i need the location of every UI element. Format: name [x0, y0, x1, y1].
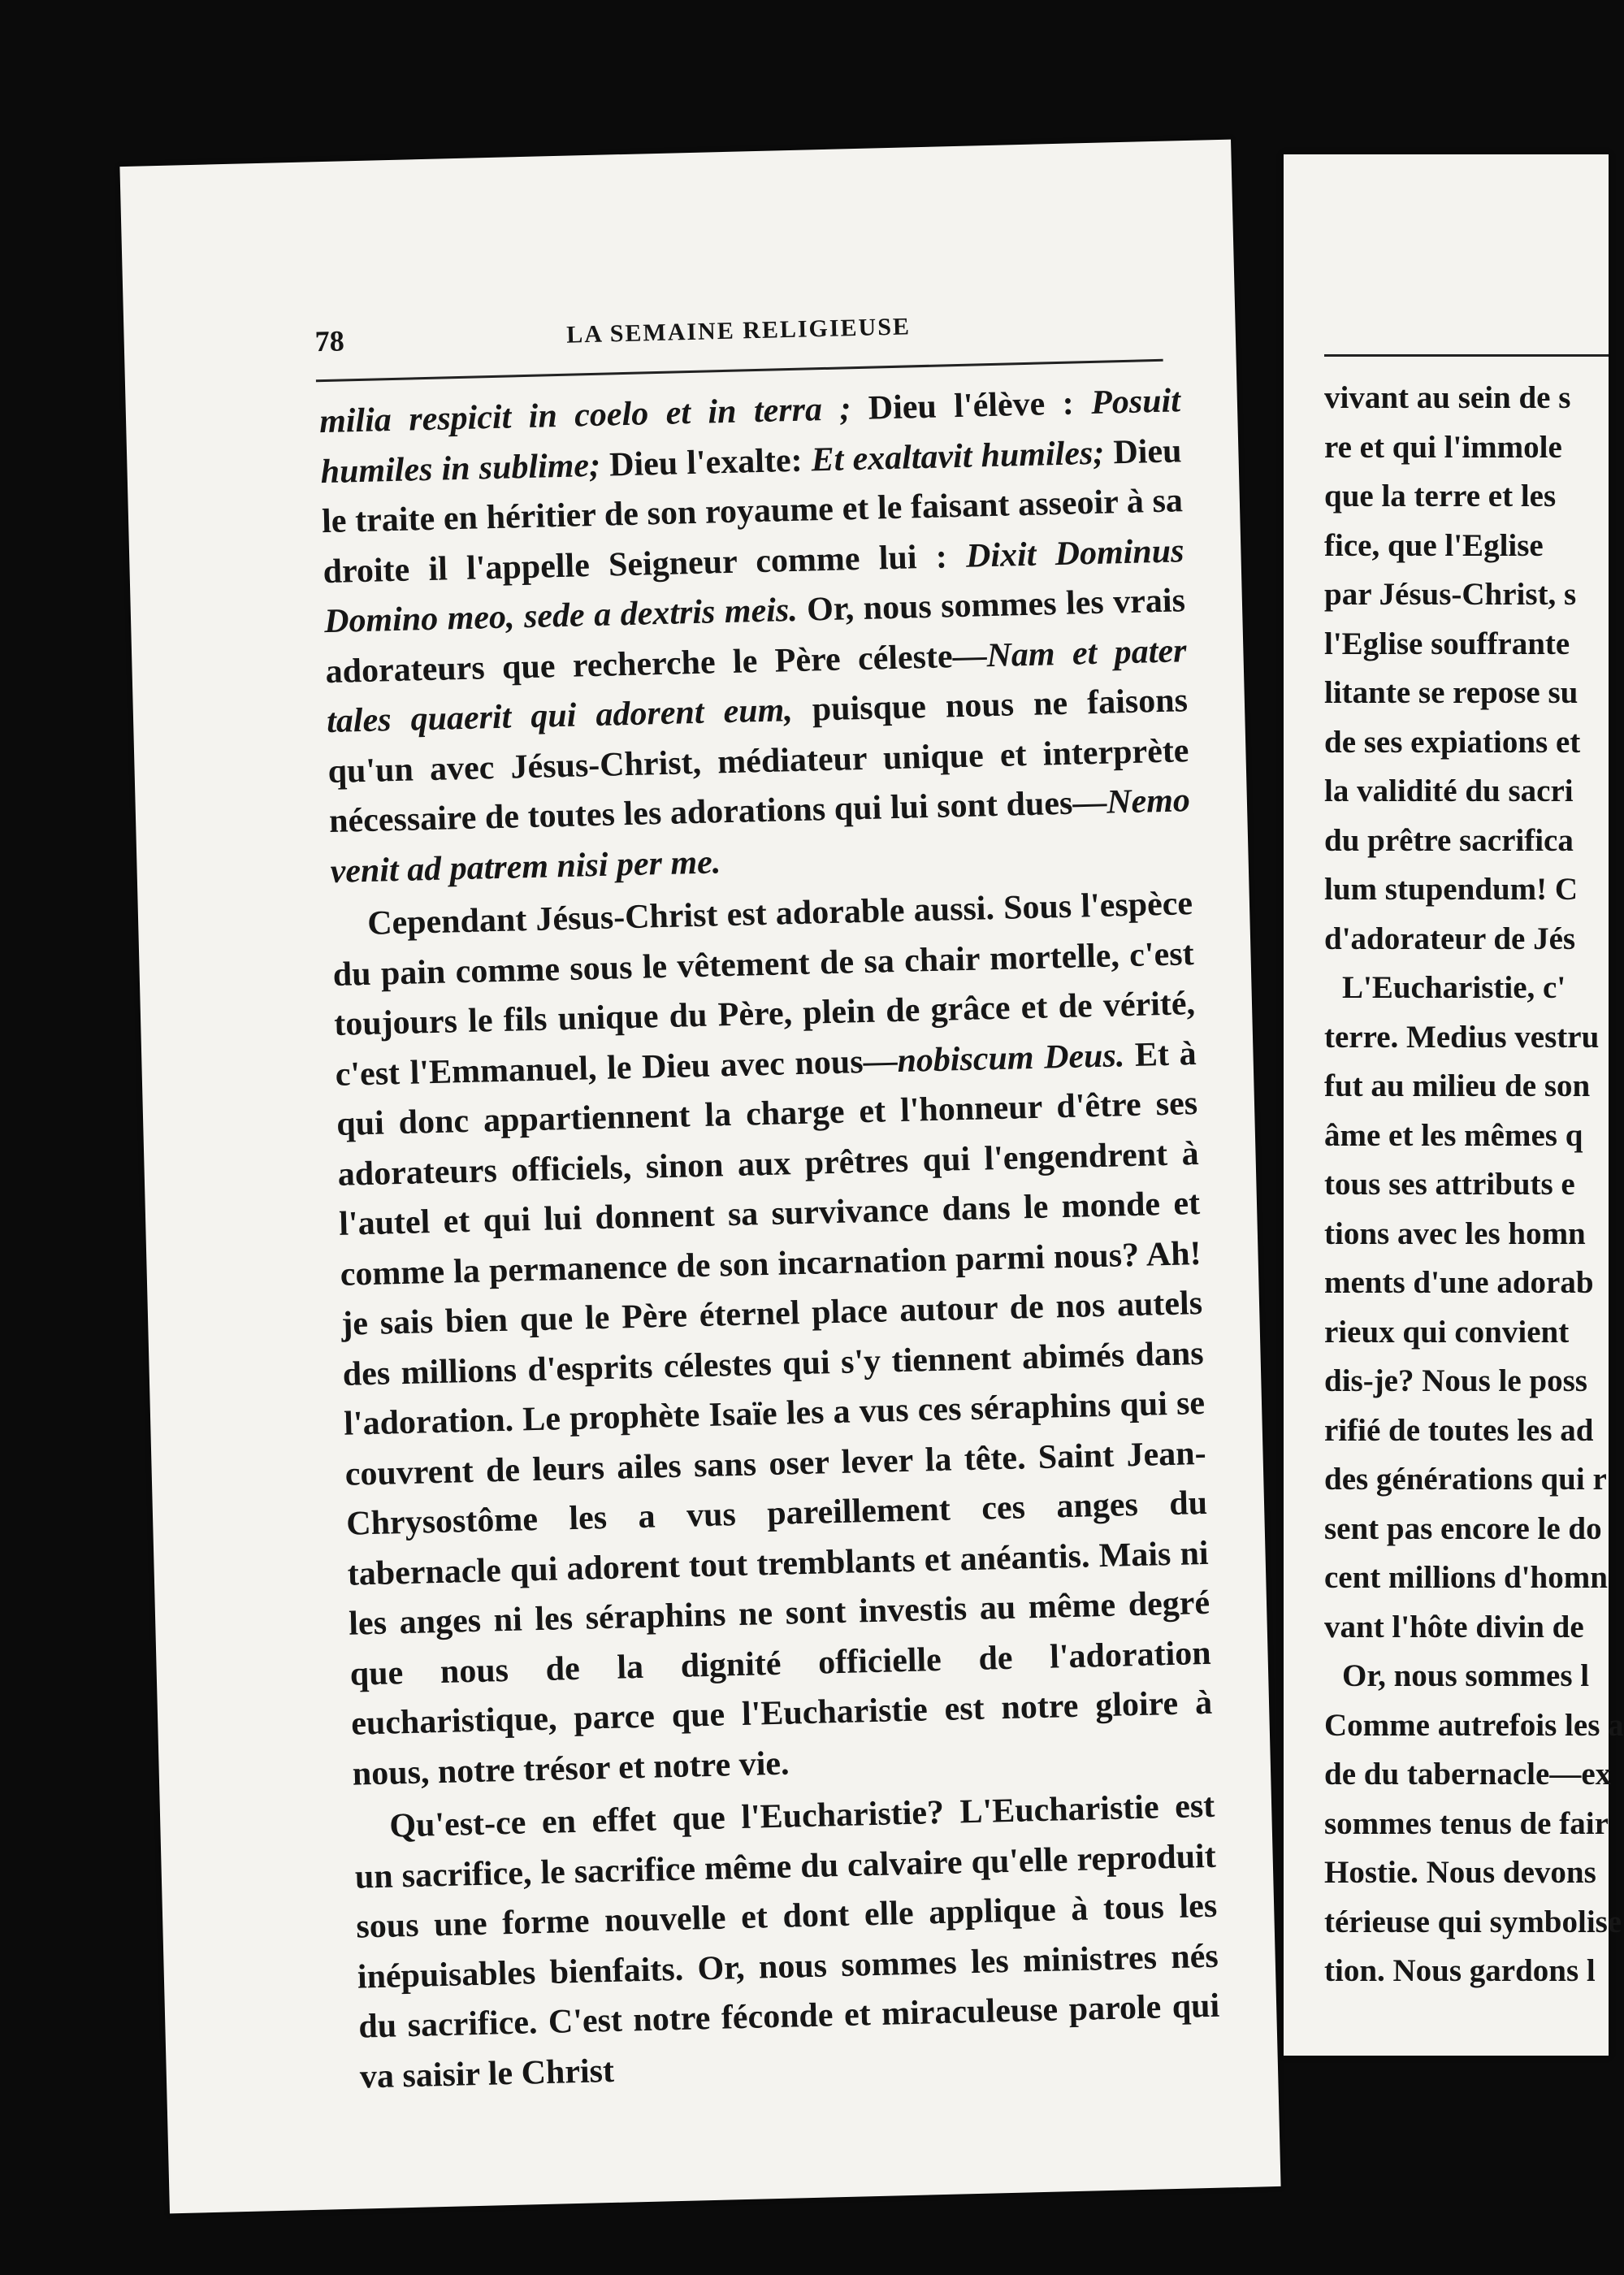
left-page [119, 140, 1280, 2214]
latin-quotation: nobiscum Deus. [896, 1036, 1125, 1080]
text-segment: Dieu l'élève : [850, 384, 1092, 428]
text-line: Comme autrefois les a [1324, 1707, 1624, 1743]
text-line: l'Eglise souffrante [1324, 626, 1570, 661]
text-line: âme et les mêmes q [1324, 1117, 1583, 1153]
text-line: litante se repose su [1324, 675, 1579, 710]
text-line: de ses expiations et [1324, 724, 1581, 760]
latin-quotation: Et exaltavit humiles; [811, 434, 1105, 479]
text-line: fice, que l'Eglise [1324, 527, 1544, 563]
text-line: des générations qui r [1324, 1462, 1607, 1497]
text-line: sommes tenus de fair [1324, 1805, 1609, 1841]
page-number: 78 [314, 324, 345, 358]
text-segment: Dieu l'exalte: [600, 440, 812, 484]
text-line: que la terre et les [1324, 479, 1557, 514]
latin-quotation: Posuit humiles in sublime; [320, 382, 1181, 491]
text-line: térieuse qui symbolise [1324, 1904, 1622, 1939]
text-line: tion. Nous gardons l [1324, 1953, 1596, 1988]
latin-quotation: Dixit Dominus Domino meo, sede a dextris meis. [323, 531, 1184, 641]
right-page-body [1324, 374, 1624, 1996]
left-page-body [318, 376, 1221, 2102]
paragraph [331, 879, 1215, 1800]
text-line: rifié de toutes les ad [1324, 1412, 1594, 1448]
text-line: terre. Medius vestru [1324, 1019, 1600, 1055]
text-segment: Or, nous sommes les vrais adorateurs que recherche le Père céleste— [325, 582, 1186, 691]
latin-quotation: Nam et pater tales quaerit qui adorent eum, [326, 631, 1187, 741]
header-rule-right [1324, 354, 1609, 357]
text-line: de du tabernacle—ex [1324, 1757, 1612, 1792]
text-line: rieux qui convient [1324, 1314, 1570, 1350]
text-line: sent pas encore le do [1324, 1510, 1602, 1546]
running-head-title: LA SEMAINE RELIGIEUSE [565, 313, 912, 349]
text-line: vivant au sein de s [1324, 380, 1571, 415]
paragraph [318, 376, 1192, 897]
text-line: par Jésus-Christ, s [1324, 577, 1577, 612]
text-segment: puisque nous ne faisons qu'un avec Jésus-Christ, médiateur unique et interprète nécessaire de toutes les adorations qui lui sont dues— [327, 682, 1189, 841]
text-line: fut au milieu de son [1324, 1068, 1591, 1103]
text-segment: Et à qui donc appartiennent la charge et l'honneur d'être ses adorateurs officiels, sinon aux prêtres qui l'engendrent à l'autel et qui lui donnent sa survivance dans le monde et comme la permanence de son incarnation parmi nous? Ah! je sais bien que le Père éternel place autour de nos autels des millions d'esprits célestes qui s'y tiennent abimés dans l'adoration. Le prophète Isaïe les a vus ces séraphins qui se couvrent de leurs ailes sans oser lever la tête. Saint Jean-Chrysostôme les a vus pareillement ces anges du tabernacle qui adorent tout tremblants et anéantis. Mais ni les anges ni les séraphins ne sont investis au même degré que nous de la dignité officielle de l'adoration eucharistique, parce que l'Eucharistie est notre gloire à nous, notre trésor et notre vie. [336, 1034, 1213, 1793]
text-line: lum stupendum! C [1324, 872, 1579, 907]
right-page [1284, 154, 1624, 2056]
text-line: Or, nous sommes l [1342, 1658, 1590, 1693]
text-line: L'Eucharistie, c' [1342, 970, 1566, 1005]
paragraph [353, 1782, 1222, 2103]
text-segment: Cependant Jésus-Christ est adorable aussi. Sous l'espèce du pain comme sous le vêtement de sa chair mortelle, c'est toujours le fils unique du Père, plein de grâce et de vérité, c'est l'Emmanuel, le Dieu avec nous— [332, 885, 1196, 1094]
latin-quotation: milia respicit in coelo et in terra ; [318, 390, 851, 441]
text-line: tions avec les homn [1324, 1216, 1586, 1251]
text-segment: Qu'est-ce en effet que l'Eucharistie? L'Eucharistie est un sacrifice, le sacrifice même du calvaire qu'elle reproduit sous une forme nouvelle et dont elle applique à tous les inépuisables bienfaits. Or, nous sommes les ministres nés du sacrifice. C'est notre féconde et miraculeuse parole qui va saisir le Christ [354, 1787, 1220, 2096]
text-line: tous ses attributs e [1324, 1167, 1575, 1202]
text-line: dis-je? Nous le poss [1324, 1363, 1587, 1398]
text-line: d'adorateur de Jés [1324, 921, 1576, 956]
text-segment: Dieu le traite en héritier de son royaume et le faisant asseoir à sa droite il l'appelle Seigneur comme lui : [321, 431, 1184, 591]
text-line: du prêtre sacrifica [1324, 822, 1574, 858]
text-line: cent millions d'homn [1324, 1560, 1608, 1595]
text-line: Hostie. Nous devons [1324, 1855, 1596, 1890]
text-line: ments d'une adorab [1324, 1265, 1594, 1300]
text-line: vant l'hôte divin de [1324, 1609, 1584, 1644]
text-line: re et qui l'immole [1324, 429, 1562, 465]
text-line: la validité du sacri [1324, 774, 1574, 808]
latin-quotation: Nemo venit ad patrem nisi per me. [330, 782, 1191, 890]
